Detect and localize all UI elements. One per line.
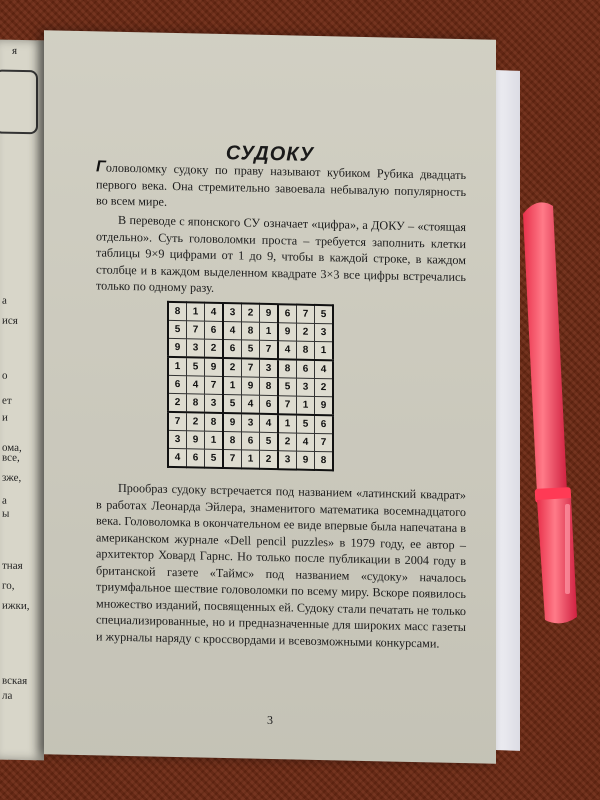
- sudoku-cell: 2: [297, 323, 315, 341]
- sudoku-cell: 4: [223, 322, 242, 340]
- left-page-fragment: ла: [2, 689, 13, 702]
- sudoku-cell: 2: [260, 450, 279, 469]
- sudoku-cell: 4: [187, 376, 205, 394]
- page-number: 3: [267, 712, 273, 728]
- sudoku-cell: 7: [187, 321, 205, 339]
- sudoku-cell: 2: [223, 358, 242, 377]
- sudoku-cell: 2: [278, 433, 297, 451]
- sudoku-cell: 4: [242, 395, 260, 414]
- sudoku-cell: 6: [168, 375, 187, 393]
- sudoku-cell: 3: [187, 339, 205, 358]
- left-page-fragment: a: [2, 294, 7, 307]
- sudoku-cell: 6: [242, 432, 260, 450]
- sudoku-cell: 3: [278, 451, 297, 470]
- sudoku-cell: 6: [223, 340, 242, 359]
- sudoku-cell: 8: [260, 377, 279, 395]
- sudoku-cell: 5: [242, 340, 260, 359]
- sudoku-cell: 7: [315, 433, 334, 451]
- book-page: [44, 30, 496, 763]
- sudoku-cell: 7: [205, 376, 224, 394]
- sudoku-cell: 8: [205, 413, 224, 432]
- sudoku-cell: 1: [187, 302, 205, 321]
- sudoku-cell: 5: [223, 395, 242, 414]
- left-page-fragment: тная: [2, 559, 23, 573]
- sudoku-cell: 3: [205, 394, 224, 413]
- paragraph-intro: [96, 159, 466, 216]
- sudoku-cell: 6: [187, 449, 205, 468]
- sudoku-row: [168, 448, 333, 470]
- sudoku-cell: 8: [315, 451, 334, 470]
- sudoku-cell: 5: [260, 432, 279, 450]
- sudoku-cell: 5: [187, 357, 205, 376]
- sudoku-cell: 7: [297, 305, 315, 324]
- sudoku-cell: 9: [315, 396, 334, 415]
- sudoku-cell: 5: [297, 415, 315, 434]
- sudoku-cell: 4: [315, 360, 334, 379]
- sudoku-cell: 2: [315, 378, 334, 396]
- sudoku-cell: 8: [223, 432, 242, 450]
- sudoku-cell: 1: [315, 341, 334, 360]
- sudoku-cell: 5: [205, 449, 224, 468]
- sudoku-cell: 9: [242, 377, 260, 395]
- sudoku-cell: 7: [260, 340, 279, 359]
- drop-cap: Г: [96, 158, 106, 176]
- sudoku-cell: 8: [278, 359, 297, 378]
- sudoku-cell: 4: [297, 433, 315, 451]
- sudoku-cell: 9: [260, 304, 279, 323]
- sudoku-cell: 6: [278, 304, 297, 323]
- left-page-fragment: а: [2, 494, 7, 507]
- sudoku-cell: 9: [168, 338, 187, 357]
- sudoku-cell: 8: [297, 341, 315, 360]
- sudoku-cell: 5: [315, 305, 334, 324]
- sudoku-cell: 2: [168, 393, 187, 412]
- sudoku-cell: 1: [205, 431, 224, 449]
- paragraph-history: Прообраз судоку встречается под названием «латинский квадрат» в работах Леонарда Эйлера, знаменитого математика восемнадцатого века. Головоломка в окончательном ее виде впервые была напечатана в американском журнале «Dell pencil puzzles» в 1979 году, ее автор – архитектор Ховард Гарнс. Но только после публикации в 2004 году в британской газете «Таймс» под названием «судоку» началось триумфальное шествие головоломки по всему миру. Вскоре появилось множество изданий, посвященных ей. Судоку стали печатать не только специализированные, но и предназначенные для широких масс газеты и журналы наряду с кроссвордами и всевозможными конкурсами.: [96, 480, 466, 651]
- left-page-fragment: го,: [2, 579, 15, 592]
- sudoku-grid: [167, 301, 334, 471]
- left-page-fragment: о: [2, 369, 8, 382]
- page-title: СУДОКУ: [225, 142, 315, 166]
- paragraph-intro-text: оловоломку судоку по праву называют кубиком Рубика двадцать первого века. Она стремительно завоевала небывалую популярность во всем мире.: [96, 160, 466, 209]
- sudoku-cell: 9: [278, 323, 297, 341]
- sudoku-cell: 3: [168, 430, 187, 448]
- pink-marker: [515, 192, 585, 632]
- sudoku-cell: 4: [260, 414, 279, 433]
- sudoku-cell: 2: [187, 412, 205, 431]
- sudoku-cell: 3: [315, 323, 334, 341]
- left-page-fragment: я: [12, 44, 18, 57]
- left-page-fragment: ижки,: [2, 599, 30, 613]
- sudoku-cell: 9: [205, 358, 224, 377]
- sudoku-cell: 2: [242, 303, 260, 322]
- sudoku-cell: 1: [168, 357, 187, 376]
- left-page-fragment: ы: [2, 507, 10, 520]
- sudoku-cell: 8: [242, 322, 260, 340]
- marker-clip: [565, 504, 570, 594]
- paragraph-rules: В переводе с японского СУ означает «цифра», а ДОКУ – «стоящая отдельно». Суть головоломки проста – требуется заполнить клетки таблицы 9×9 цифрами от 1 до 9, чтобы в каждой строке, в каждом столбце и в каждом выделенном квадрате 3×3 все цифры встречались только по одному разу.: [96, 212, 466, 295]
- sudoku-cell: 2: [205, 339, 224, 358]
- sudoku-cell: 9: [297, 451, 315, 470]
- left-page-fragment: ома,: [2, 441, 22, 454]
- marker-body: [523, 202, 567, 494]
- sudoku-cell: 6: [297, 360, 315, 379]
- sudoku-cell: 1: [260, 322, 279, 340]
- sudoku-cell: 1: [223, 377, 242, 395]
- sudoku-cell: 5: [278, 378, 297, 396]
- sudoku-cell: 4: [168, 448, 187, 467]
- sudoku-cell: 4: [278, 341, 297, 360]
- left-page-fragment: ет: [2, 394, 12, 407]
- marker-cap: [537, 498, 577, 623]
- left-page-fragment: и: [2, 411, 8, 424]
- left-page-fragment: все,: [2, 451, 20, 464]
- left-page-fragment: вская: [2, 674, 28, 688]
- sudoku-cell: 3: [242, 413, 260, 432]
- sudoku-cell: 7: [223, 450, 242, 469]
- sudoku-cell: 7: [278, 396, 297, 415]
- sudoku-cell: 7: [168, 412, 187, 431]
- sudoku-cell: 1: [278, 414, 297, 433]
- sudoku-cell: 9: [187, 431, 205, 449]
- sudoku-cell: 8: [168, 302, 187, 321]
- left-page-fragment: зже,: [2, 471, 22, 484]
- sudoku-cell: 6: [315, 415, 334, 434]
- sudoku-cell: 3: [260, 359, 279, 378]
- sudoku-cell: 1: [297, 396, 315, 415]
- sudoku-cell: 7: [242, 358, 260, 377]
- sudoku-cell: 3: [223, 303, 242, 322]
- sudoku-cell: 4: [205, 303, 224, 322]
- sudoku-cell: 5: [168, 320, 187, 338]
- sudoku-cell: 1: [242, 450, 260, 469]
- left-page-text: [0, 40, 44, 761]
- sudoku-cell: 3: [297, 378, 315, 396]
- left-page-fragment: ися: [2, 314, 18, 327]
- sudoku-cell: 9: [223, 413, 242, 432]
- sudoku-cell: 8: [187, 394, 205, 413]
- sudoku-cell: 6: [260, 395, 279, 414]
- left-page: [0, 40, 44, 761]
- sudoku-cell: 6: [205, 321, 224, 339]
